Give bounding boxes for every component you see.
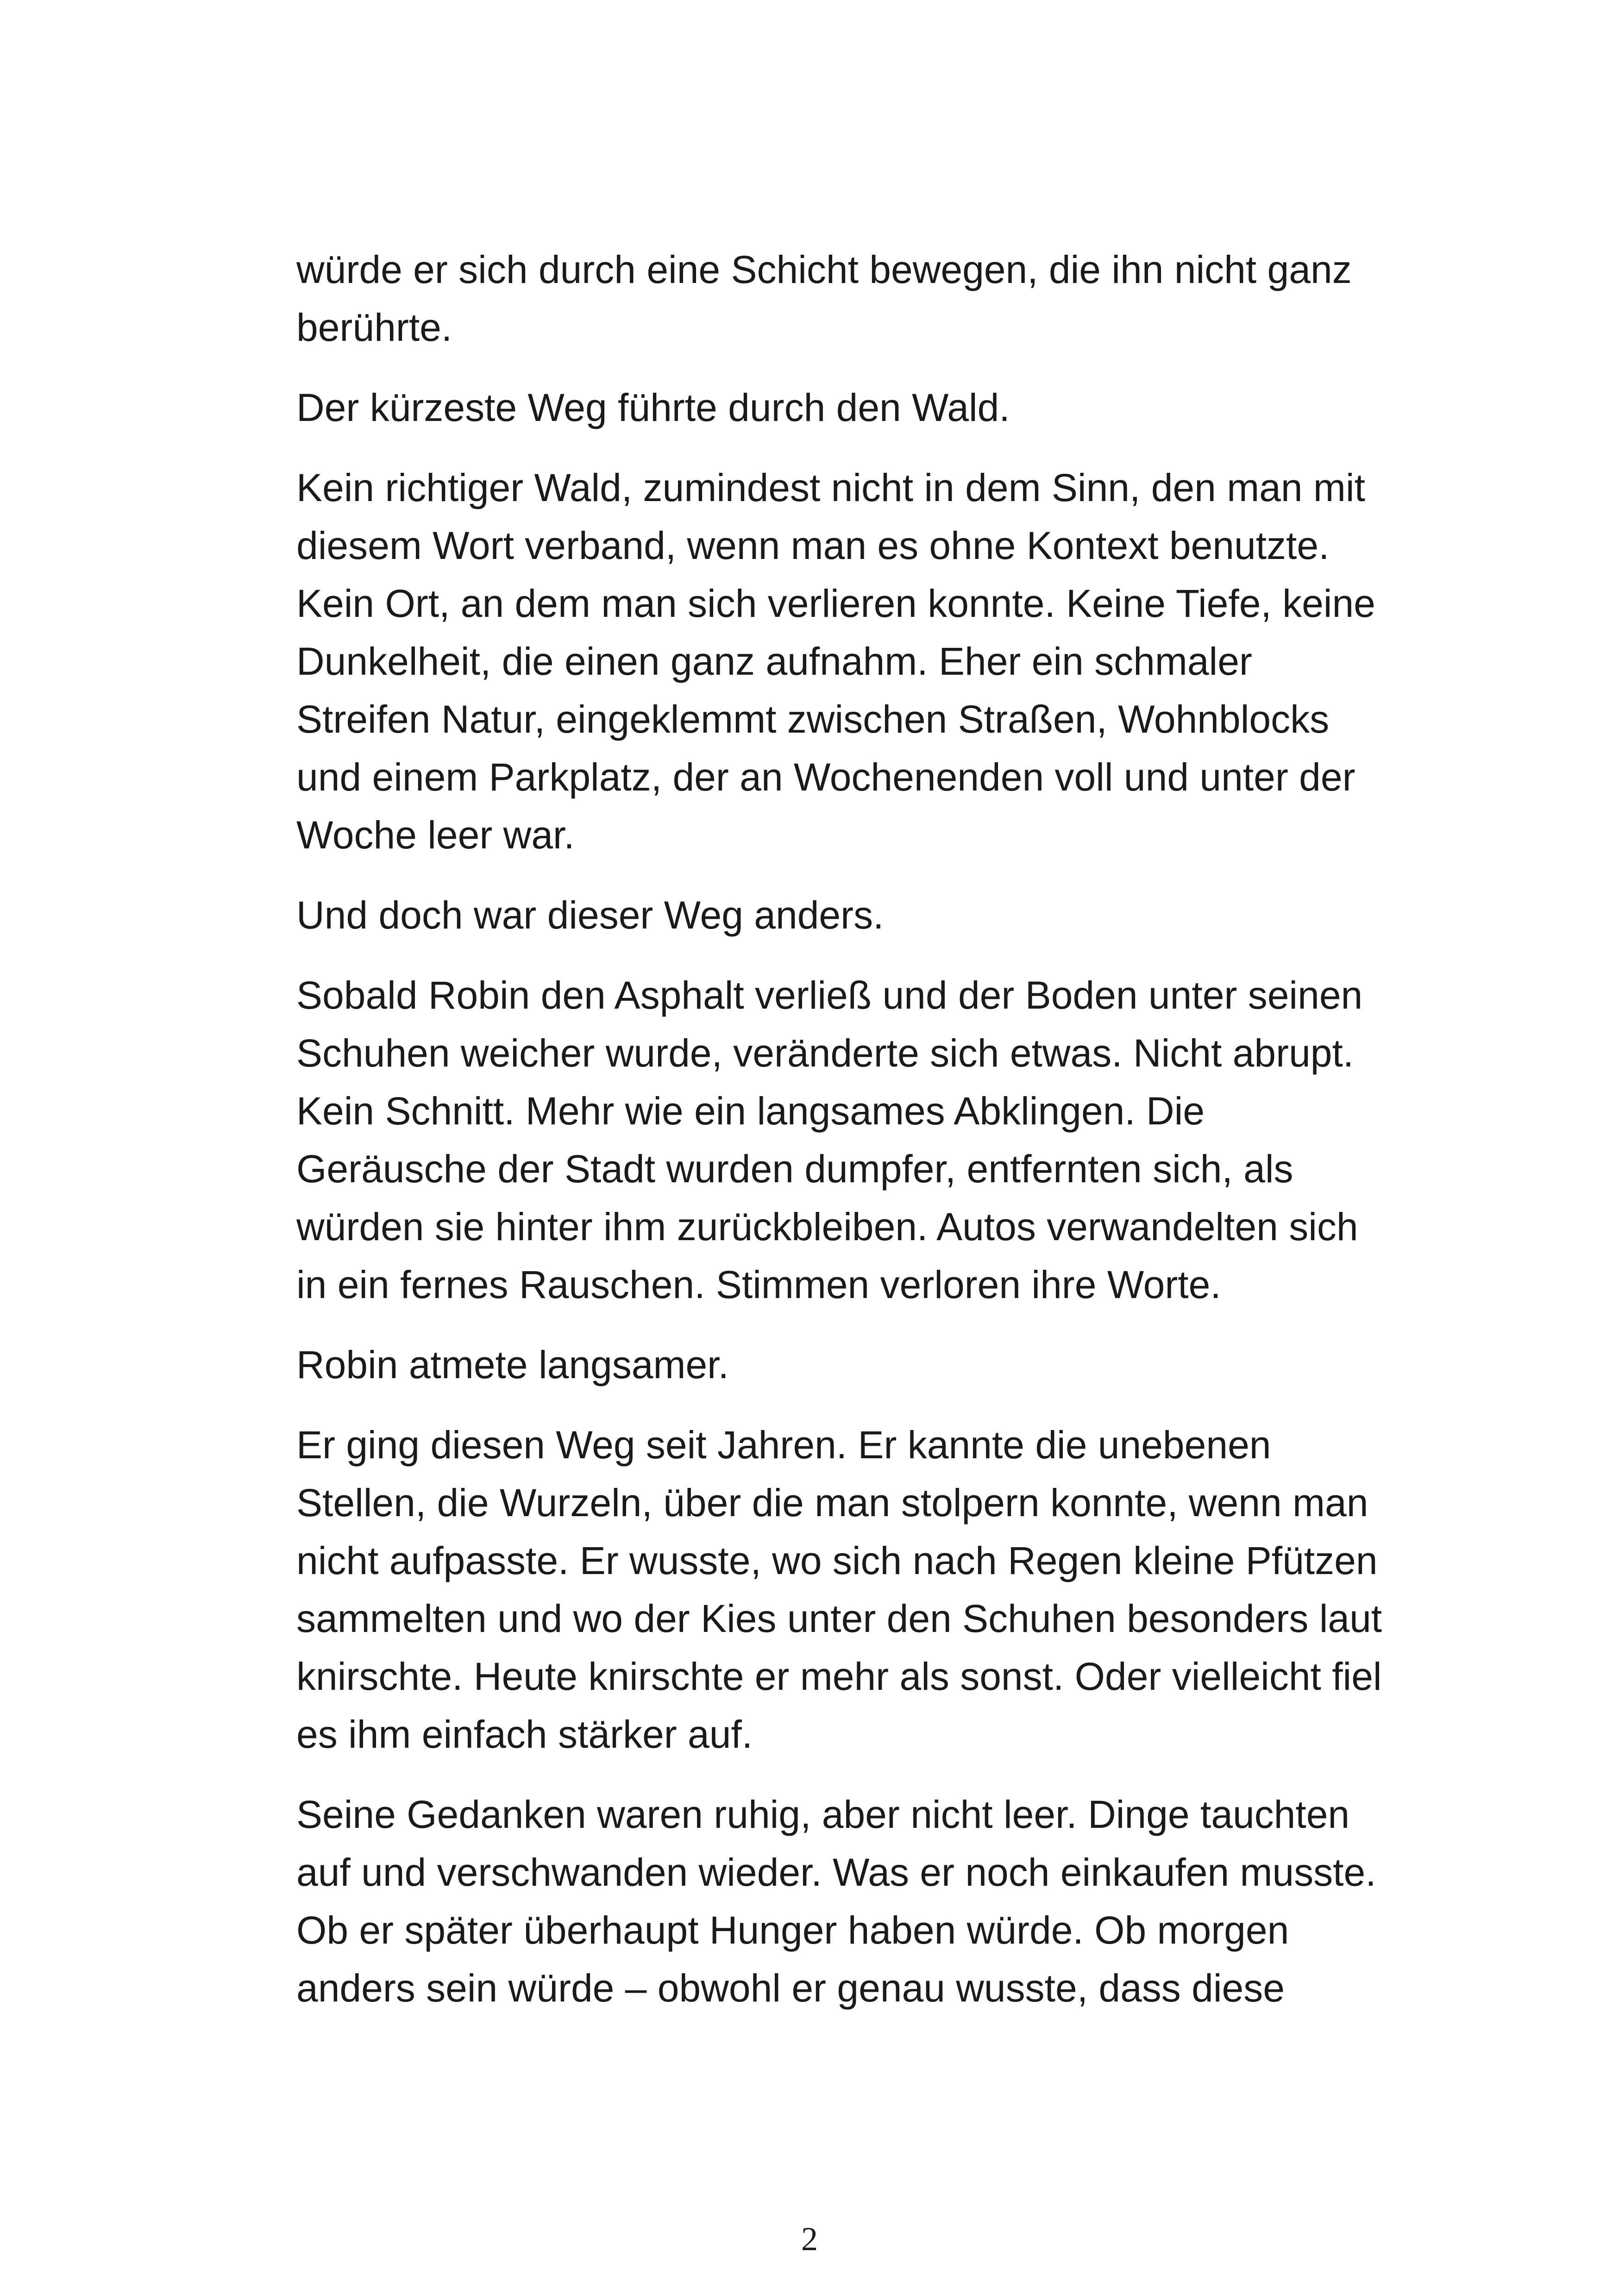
text-line: Und doch war dieser Weg anders. [296,893,884,937]
paragraph [296,1336,1463,1394]
text-line: diesem Wort verband, wenn man es ohne Kontext benutzte. [296,524,1330,567]
text-line: und einem Parkplatz, der an Wochenenden voll und unter der [296,755,1355,799]
text-line: nicht aufpasste. Er wusste, wo sich nach Regen kleine Pfützen [296,1539,1378,1582]
text-line: würde er sich durch eine Schicht bewegen, die ihn nicht ganz [296,248,1352,291]
text-line: Kein Schnitt. Mehr wie ein langsames Abklingen. Die [296,1089,1205,1133]
paragraph [296,379,1463,437]
text-line: würden sie hinter ihm zurückbleiben. Autos verwandelten sich [296,1205,1358,1248]
text-line: Dunkelheit, die einen ganz aufnahm. Eher ein schmaler [296,640,1252,683]
text-line: berührte. [296,306,452,349]
text-line: Ob er später überhaupt Hunger haben würde. Ob morgen [296,1908,1289,1952]
text-line: es ihm einfach stärker auf. [296,1713,753,1756]
text-line: Der kürzeste Weg führte durch den Wald. [296,386,1010,429]
text-line: Stellen, die Wurzeln, über die man stolpern konnte, wenn man [296,1481,1368,1524]
text-line: auf und verschwanden wieder. Was er noch einkaufen musste. [296,1851,1376,1894]
page-number: 2 [801,2221,818,2258]
paragraph [296,886,1463,944]
text-line: Er ging diesen Weg seit Jahren. Er kannte die unebenen [296,1423,1271,1467]
paragraph [296,966,1463,1314]
paragraph [296,1416,1463,1763]
text-line: sammelten und wo der Kies unter den Schuhen besonders laut [296,1597,1382,1640]
text-line: Sobald Robin den Asphalt verließ und der Boden unter seinen [296,973,1363,1017]
text-line: Geräusche der Stadt wurden dumpfer, entfernten sich, als [296,1147,1293,1191]
text-line: Kein Ort, an dem man sich verlieren konnte. Keine Tiefe, keine [296,582,1375,625]
text-line: Schuhen weicher wurde, veränderte sich etwas. Nicht abrupt. [296,1031,1354,1075]
text-line: Robin atmete langsamer. [296,1343,729,1386]
paragraph [296,459,1463,864]
text-line: in ein fernes Rauschen. Stimmen verloren ihre Worte. [296,1263,1221,1306]
body-text [296,241,1463,2039]
text-line: knirschte. Heute knirschte er mehr als sonst. Oder vielleicht fiel [296,1655,1382,1698]
paragraph [296,241,1463,357]
text-line: Kein richtiger Wald, zumindest nicht in dem Sinn, den man mit [296,466,1365,509]
text-line: Woche leer war. [296,813,575,857]
text-line: Seine Gedanken waren ruhig, aber nicht leer. Dinge tauchten [296,1793,1350,1836]
text-line: Streifen Natur, eingeklemmt zwischen Straßen, Wohnblocks [296,697,1330,741]
paragraph [296,1786,1463,2017]
text-line: anders sein würde – obwohl er genau wusste, dass diese [296,1966,1285,2010]
